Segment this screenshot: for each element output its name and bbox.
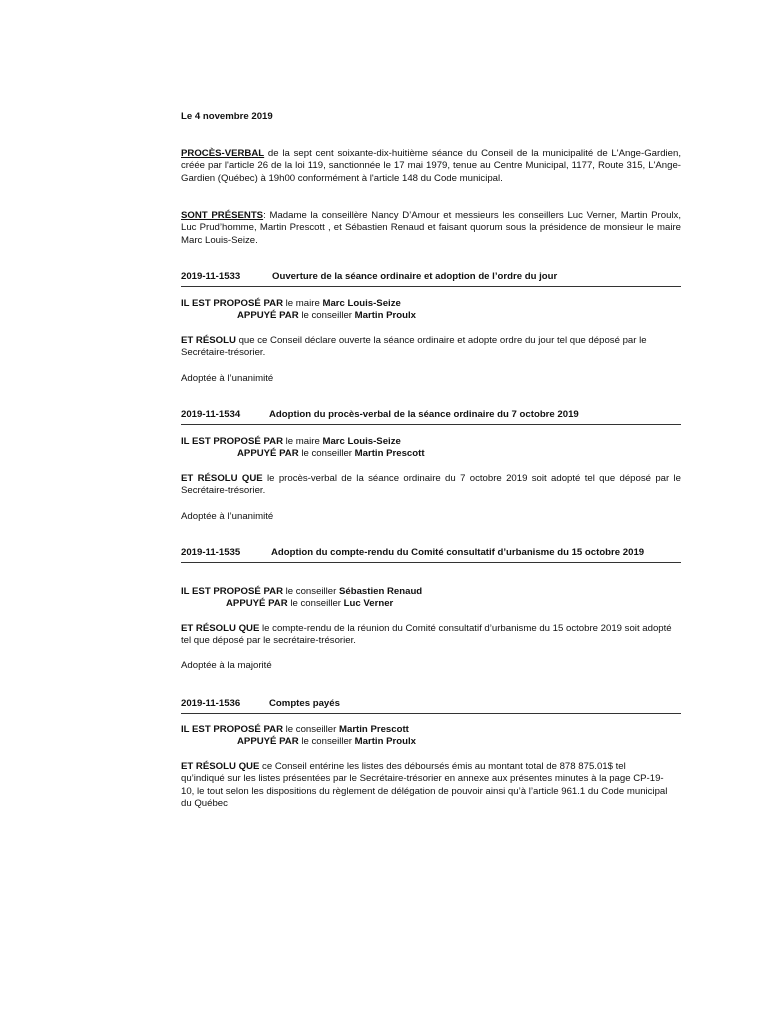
proposed-name: Martin Prescott xyxy=(339,724,409,735)
resolution-number: 2019-11-1533 xyxy=(181,271,241,282)
proposed-label: IL EST PROPOSÉ PAR xyxy=(181,724,283,735)
presents-term: SONT PRÉSENTS xyxy=(181,210,264,221)
resolved-text: le procès-verbal de la séance ordinaire du 7 octobre 2019 soit adopté tel que déposé par le Secrétaire-trésorier. xyxy=(181,473,681,497)
proposed-label: IL EST PROPOSÉ PAR xyxy=(181,586,283,597)
resolution-heading xyxy=(181,409,681,425)
seconded-name: Luc Verner xyxy=(343,598,394,610)
intro-paragraph xyxy=(181,148,681,185)
resolved-text: le compte-rendu de la réunion du Comité consultatif d’urbanisme du 15 octobre 2019 soit adopté tel que déposé par le secrétaire-trésorier. xyxy=(181,623,672,647)
seconded-line xyxy=(226,598,422,610)
resolution-title: Comptes payés xyxy=(269,698,340,709)
resolved-label: ET RÉSOLU QUE xyxy=(181,473,263,484)
resolution-number: 2019-11-1535 xyxy=(181,547,241,558)
resolution-text xyxy=(181,623,681,648)
resolved-label: ET RÉSOLU xyxy=(181,335,236,346)
seconded-label: APPUYÉ PAR xyxy=(237,310,299,322)
seconded-label: APPUYÉ PAR xyxy=(237,448,299,460)
resolution-heading xyxy=(181,271,681,287)
seconded-role: le conseiller xyxy=(287,598,344,610)
proposed-name: Marc Louis-Seize xyxy=(322,436,401,447)
proposal-block xyxy=(181,298,416,323)
seconded-line xyxy=(237,736,416,748)
proposal-block xyxy=(181,586,422,611)
seconded-role: le conseiller xyxy=(298,310,355,322)
resolution-heading xyxy=(181,547,681,563)
presents-text: : Madame la conseillère Nancy D’Amour et messieurs les conseillers Luc Verner, Martin Proulx, Luc Prud’homme, Martin Prescott , et Sébastien Renaud et faisant quorum sous la présidence de monsieur le maire Marc Louis-Seize. xyxy=(181,210,681,246)
adopted-status: Adoptée à la majorité xyxy=(181,660,272,671)
presents-paragraph xyxy=(181,210,681,247)
proposal-block xyxy=(181,724,416,749)
resolution-heading xyxy=(181,698,681,714)
seconded-label: APPUYÉ PAR xyxy=(237,736,299,748)
proposed-label: IL EST PROPOSÉ PAR xyxy=(181,436,283,447)
resolved-text: que ce Conseil déclare ouverte la séance ordinaire et adopte ordre du jour tel que déposé par le Secrétaire-trésorier. xyxy=(181,335,647,359)
proposed-role: le conseiller xyxy=(283,724,339,735)
seconded-name: Martin Prescott xyxy=(354,448,425,460)
seconded-role: le conseiller xyxy=(298,448,355,460)
resolved-text: ce Conseil entérine les listes des déboursés émis au montant total de 878 875.01$ tel qu’indiqué sur les listes présentées par le Secrétaire-trésorier en annexe aux présentes minutes à la page CP-19-10, le tout selon les dispositions du règlement de délégation de pouvoir ainsi qu’à l’article 961.1 du Code municipal du Québec xyxy=(181,761,668,810)
resolution-text xyxy=(181,761,671,811)
proposed-name: Sébastien Renaud xyxy=(339,586,423,597)
resolution-title: Ouverture de la séance ordinaire et adoption de l’ordre du jour xyxy=(272,271,558,282)
seconded-line xyxy=(237,448,425,460)
resolution-number: 2019-11-1534 xyxy=(181,409,241,420)
resolution-text xyxy=(181,473,681,498)
seconded-line xyxy=(237,310,416,322)
seconded-name: Martin Proulx xyxy=(354,736,416,748)
resolution-title: Adoption du procès-verbal de la séance ordinaire du 7 octobre 2019 xyxy=(269,409,579,420)
adopted-status: Adoptée à l’unanimité xyxy=(181,373,274,384)
proposed-role: le conseiller xyxy=(283,586,339,597)
adopted-status: Adoptée à l’unanimité xyxy=(181,511,274,522)
resolution-text xyxy=(181,335,681,360)
seconded-label: APPUYÉ PAR xyxy=(226,598,288,610)
seconded-role: le conseiller xyxy=(298,736,355,748)
proposed-role: le maire xyxy=(283,298,323,309)
intro-term: PROCÈS-VERBAL xyxy=(181,148,265,159)
proposed-role: le maire xyxy=(283,436,323,447)
resolved-label: ET RÉSOLU QUE xyxy=(181,623,260,634)
meeting-date: Le 4 novembre 2019 xyxy=(181,111,273,122)
seconded-name: Martin Proulx xyxy=(354,310,416,322)
intro-text: de la sept cent soixante-dix-huitième séance du Conseil de la municipalité de L'Ange-Gardien, créée par l'article 26 de la loi 119, sanctionnée le 17 mai 1979, tenue au Centre Municipal, 1177, Route 315, L'Ange-Gardien (Québec) à 19h00 conformément à l'article 148 du Code municipal. xyxy=(181,148,681,184)
proposed-label: IL EST PROPOSÉ PAR xyxy=(181,298,283,309)
resolved-label: ET RÉSOLU QUE xyxy=(181,761,260,772)
proposal-block xyxy=(181,436,425,461)
resolution-title: Adoption du compte-rendu du Comité consultatif d’urbanisme du 15 octobre 2019 xyxy=(271,547,645,558)
resolution-number: 2019-11-1536 xyxy=(181,698,241,709)
proposed-name: Marc Louis-Seize xyxy=(322,298,401,309)
